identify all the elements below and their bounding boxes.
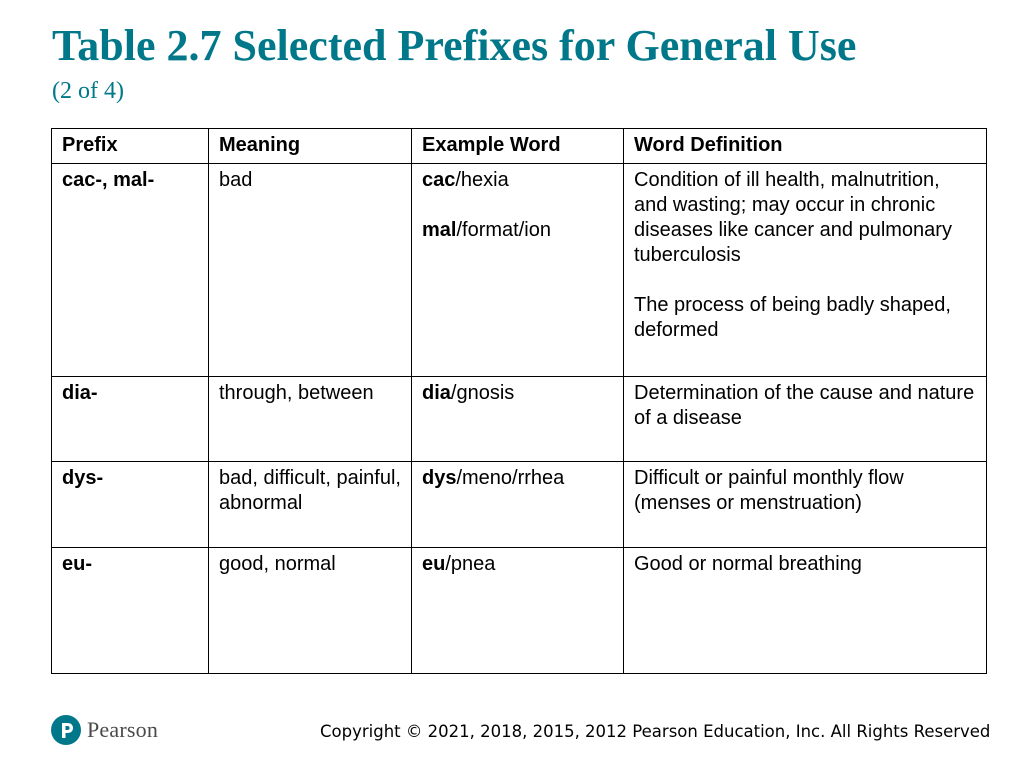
example-word-prefix: dys	[422, 467, 457, 489]
slide-subtitle: (2 of 4)	[52, 78, 124, 104]
example-word-prefix: dia	[422, 382, 451, 404]
meaning-cell: good, normal	[209, 548, 412, 674]
example-word-rest: /hexia	[455, 169, 509, 191]
example-word-rest: /gnosis	[450, 382, 515, 404]
prefix-cell: dia-	[52, 377, 209, 462]
table-header-row	[52, 129, 987, 164]
example-word-prefix: mal	[422, 219, 457, 241]
copyright-notice: Copyright © 2021, 2018, 2015, 2012 Pearson Education, Inc. All Rights Reserved	[320, 722, 991, 741]
example-word-rest: /meno/rrhea	[456, 467, 565, 489]
table-row	[52, 377, 987, 462]
prefix-table	[51, 128, 987, 674]
table-row	[52, 548, 987, 674]
example-cell	[412, 377, 624, 462]
meaning-cell: bad, difficult, painful, abnormal	[209, 462, 412, 548]
meaning-cell: bad	[209, 164, 412, 377]
header-meaning: Meaning	[209, 129, 412, 164]
header-example-word: Example Word	[412, 129, 624, 164]
meaning-cell: through, between	[209, 377, 412, 462]
pearson-logo	[51, 714, 158, 746]
definition-cell: Difficult or painful monthly flow (menses or menstruation)	[624, 462, 987, 548]
header-prefix: Prefix	[52, 129, 209, 164]
prefix-cell: cac-, mal-	[52, 164, 209, 377]
definition-text: Condition of ill health, malnutrition, and wasting; may occur in chronic diseases like cancer and pulmonary tuberculosis	[634, 169, 952, 266]
example-word	[422, 168, 613, 193]
example-cell	[412, 462, 624, 548]
definition-text: The process of being badly shaped, deformed	[634, 294, 951, 341]
example-word-rest: /format/ion	[456, 219, 551, 241]
definition-cell: Determination of the cause and nature of a disease	[624, 377, 987, 462]
example-cell	[412, 548, 624, 674]
table-row	[52, 164, 987, 377]
example-word	[422, 218, 613, 243]
example-word-prefix: eu	[422, 553, 446, 575]
pearson-p-icon	[51, 715, 81, 745]
slide-title: Table 2.7 Selected Prefixes for General Use	[52, 21, 857, 70]
prefix-cell: dys-	[52, 462, 209, 548]
header-word-definition: Word Definition	[624, 129, 987, 164]
example-cell	[412, 164, 624, 377]
definition-cell	[624, 164, 987, 377]
table-row	[52, 462, 987, 548]
pearson-logo-text: Pearson	[87, 717, 159, 742]
example-word-rest: /pnea	[445, 553, 496, 575]
definition-cell: Good or normal breathing	[624, 548, 987, 674]
prefix-cell: eu-	[52, 548, 209, 674]
example-word-prefix: cac	[422, 169, 456, 191]
